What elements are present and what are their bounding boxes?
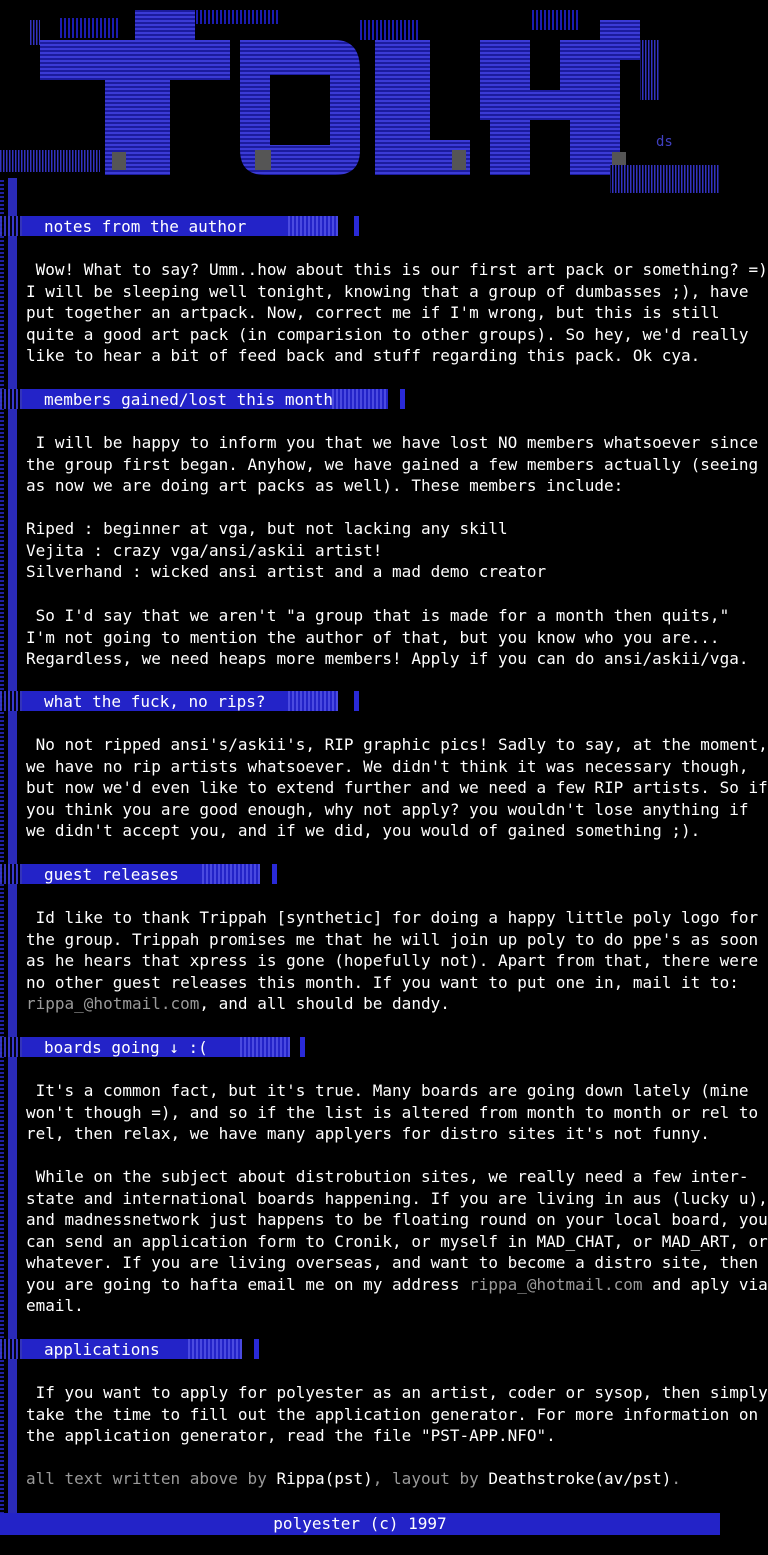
section-body: So I'd say that we aren't "a group that is made for a month then quits," I'm not going to mention the author of that, but you know who you are... Regardless, we need heaps more members! Apply if you can do ansi/askii/vga. [26, 606, 749, 668]
credits-line: all text written above by Rippa(pst), layout by Deathstroke(av/pst). [26, 1469, 682, 1488]
left-rail-dither [0, 178, 4, 1518]
email-link[interactable]: rippa_@hotmail.com [469, 1274, 643, 1294]
section-title: boards going ↓ :( [44, 1038, 208, 1057]
footer-bar [0, 1513, 720, 1535]
members-list: Riped : beginner at vga, but not lacking any skill Vejita : crazy vga/ansi/askii artist! Silverhand : wicked ansi artist and a mad demo creator [26, 519, 547, 581]
section-body: I will be happy to inform you that we have lost NO members whatsoever since the group first began. Anyhow, we have gained a few members actually (seeing as now we are doing art packs as well). These members include: [26, 433, 759, 495]
section-title: members gained/lost this month [44, 390, 333, 409]
section-body: While on the subject about distrobution sites, we really need a few inter- state and international boards happening. If you are living in aus (lucky u), and madnessnetwork just happens to be floating round on your local board, you can send an application form to Cronik, or myself in MAD_CHAT, or MAD_ART, or whatever. If you are living overseas, and want to become a distro site, then you are going to hafta email me on my address rippa_@hotmail.com and aply via email. [26, 1167, 768, 1315]
section-header-members [0, 389, 408, 409]
footer-text: polyester (c) 1997 [273, 1514, 447, 1533]
section-header-guest [0, 864, 280, 884]
section-header-notes [0, 216, 362, 236]
section-header-rips [0, 691, 362, 711]
section-title: notes from the author [44, 217, 247, 236]
polyester-logo [0, 0, 720, 200]
section-title: what the fuck, no rips? [44, 692, 266, 711]
section-header-boards [0, 1037, 308, 1057]
section-body: No not ripped ansi's/askii's, RIP graphic pics! Sadly to say, at the moment, we have no rip artists whatsoever. We didn't think it was necessary though, but now we'd even like to extend further and we need a few RIP artists. So if you think you are good enough, why not apply? you wouldn't lose anything if we didn't accept you, and if we did, you would of gained something ;). [26, 735, 768, 840]
section-title: applications [44, 1340, 160, 1359]
section-body: Id like to thank Trippah [synthetic] for doing a happy little poly logo for the group. Trippah promises me that he will join up poly to do ppe's as soon as he hears that xpress is gone (hopefully not). Apart from that, there were no other guest releases this month. If you want to put one in, mail it to: rippa_@hotmail.com, and all should be dandy. [26, 908, 759, 1013]
section-title: guest releases [44, 865, 179, 884]
section-body: Wow! What to say? Umm..how about this is our first art pack or something? =) I will be sleeping well tonight, knowing that a group of dumbasses ;), have put together an artpack. Now, correct me if I'm wrong, but this is still quite a good art pack (in comparision to other groups). So hey, we'd really like to hear a bit of feed back and stuff regarding this pack. Ok cya. [26, 260, 768, 365]
credit-author: Rippa(pst) [276, 1469, 373, 1488]
section-body: It's a common fact, but it's true. Many boards are going down lately (mine won't though =), and so if the list is altered from month to month or rel to rel, then relax, we have many applyers for distro sites it's not funny. [26, 1081, 759, 1143]
left-rail [8, 178, 17, 1518]
email-link[interactable]: rippa_@hotmail.com [26, 994, 200, 1013]
footer-spacer [0, 1535, 720, 1555]
logo-side-text: ds [656, 134, 673, 150]
section-header-applications [0, 1339, 262, 1359]
credit-designer: Deathstroke(av/pst) [488, 1469, 672, 1488]
section-body: If you want to apply for polyester as an artist, coder or sysop, then simply take the time to fill out the application generator. For more information on the application generator, read the file "PST-APP.NFO". [26, 1383, 768, 1445]
